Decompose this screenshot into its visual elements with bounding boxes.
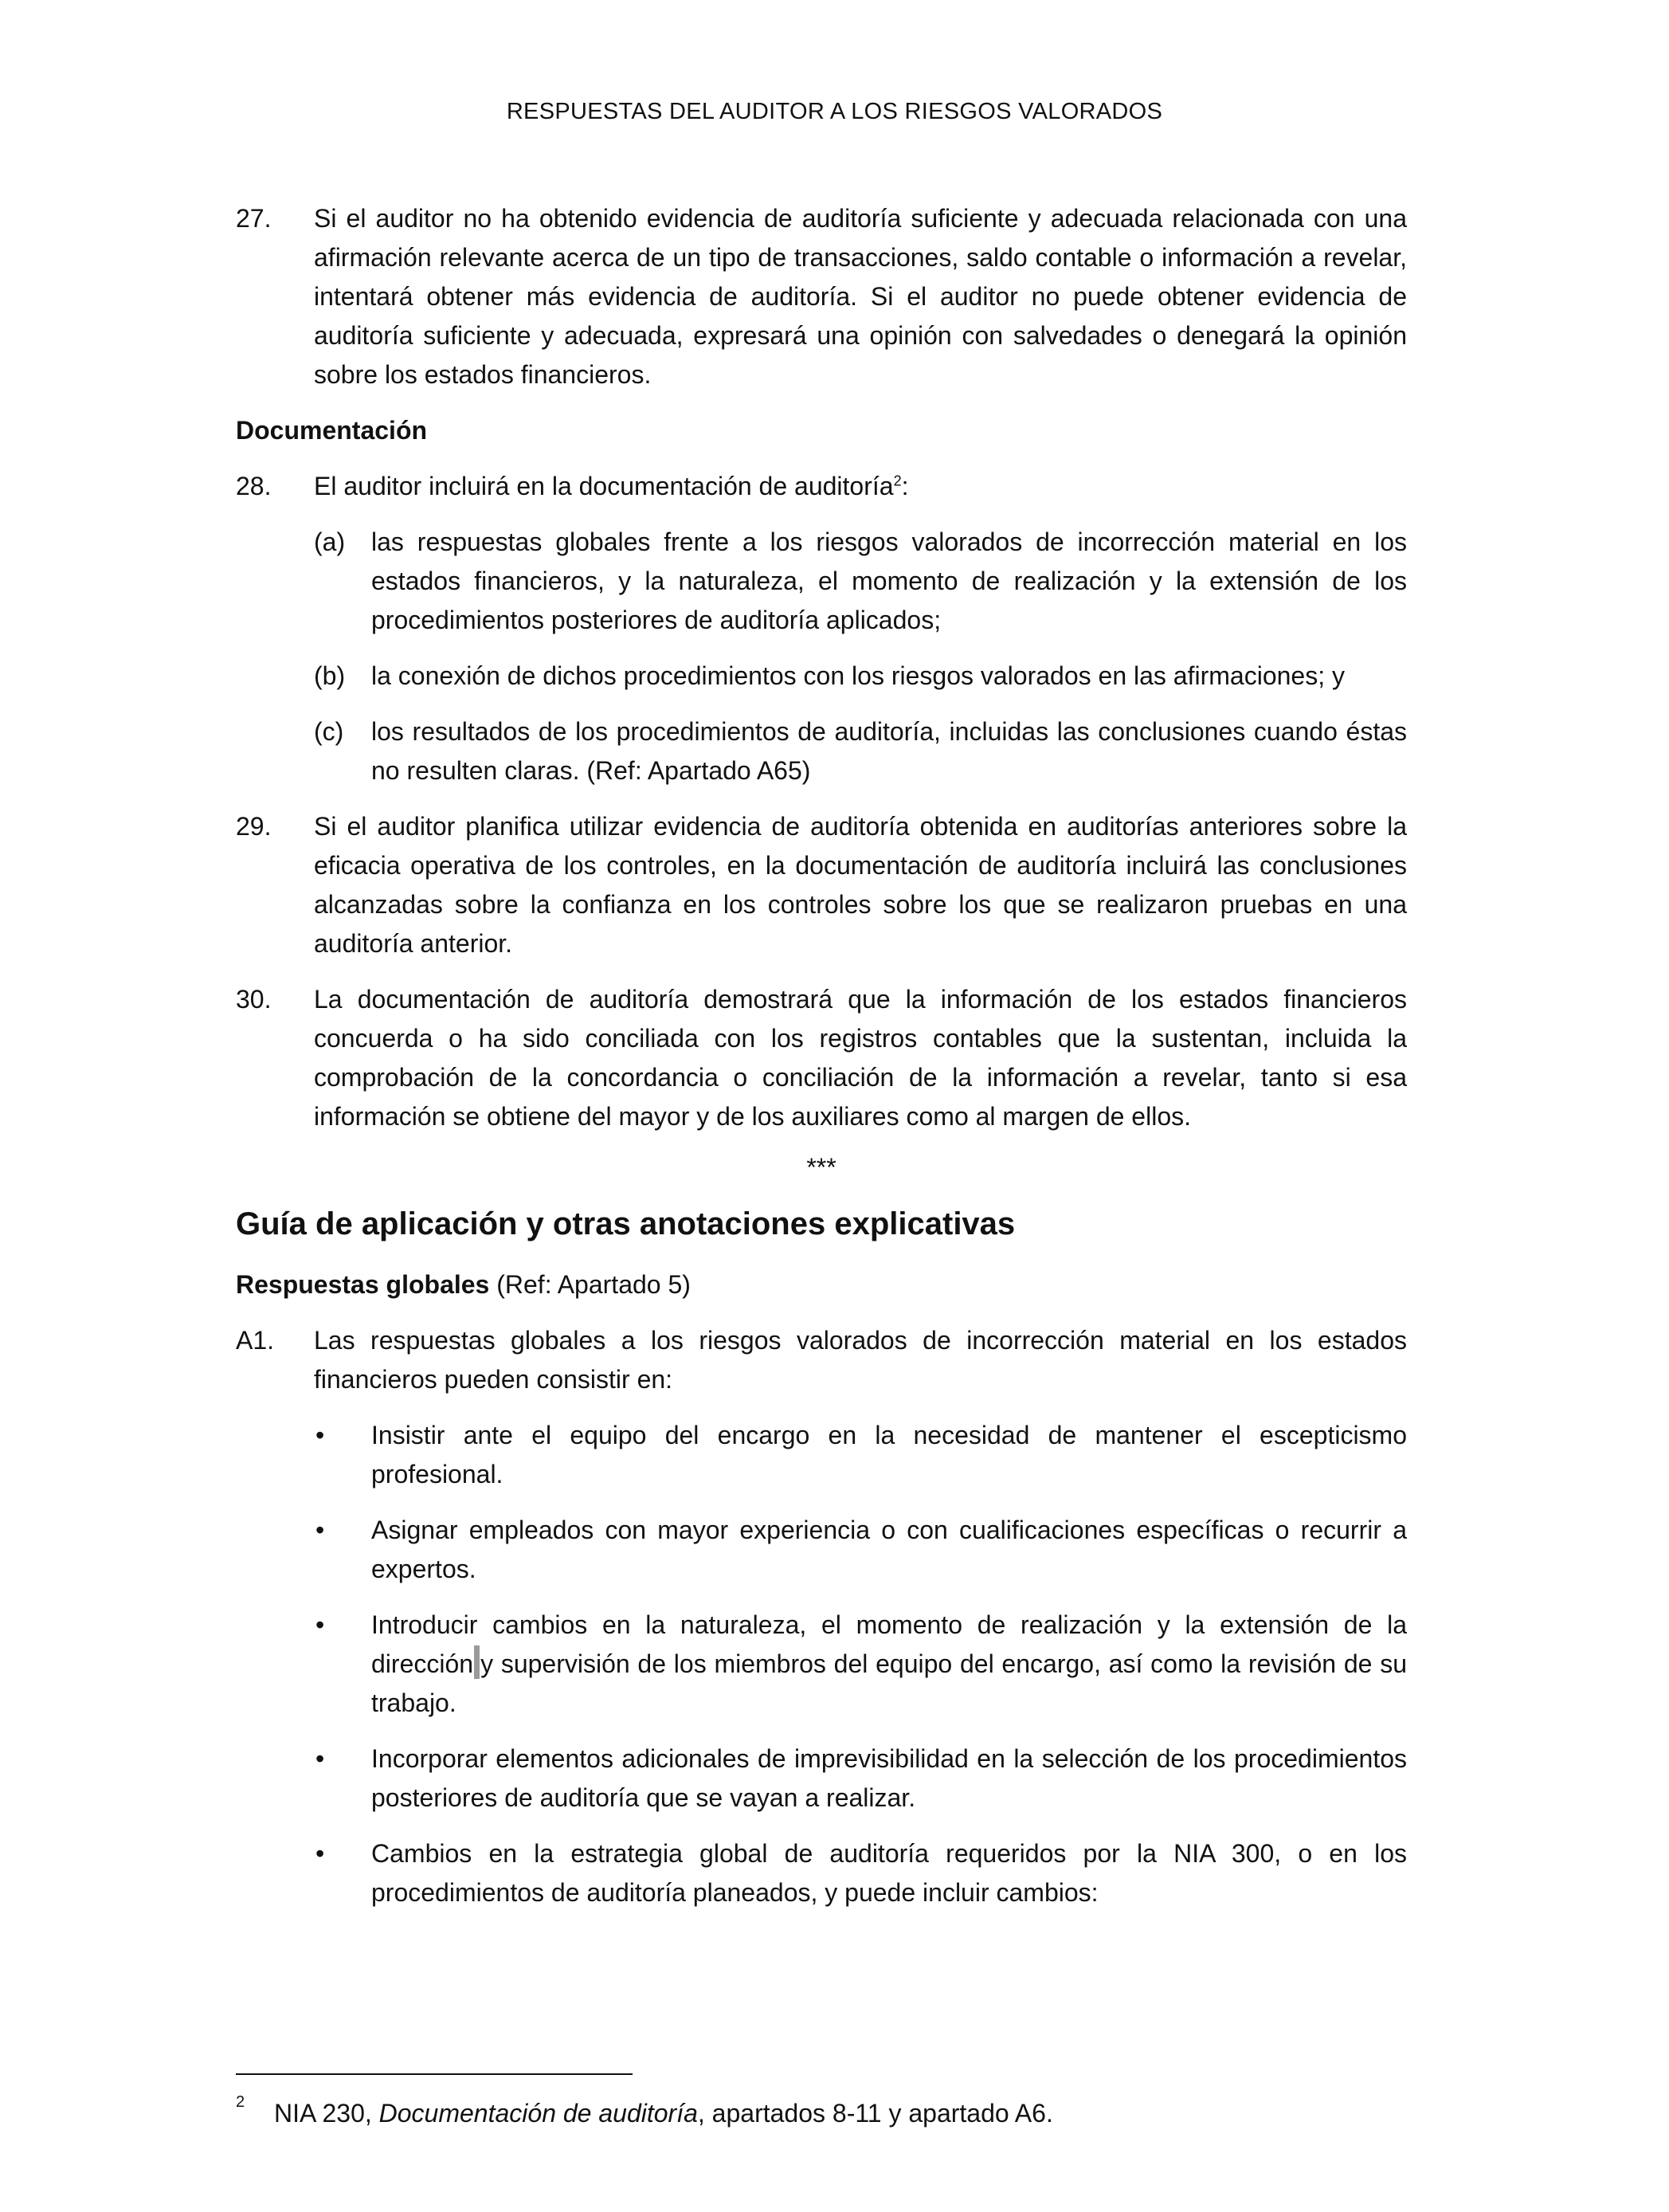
bullet-item xyxy=(236,1416,1407,1494)
subsection-reference: (Ref: Apartado 5) xyxy=(489,1270,691,1299)
paragraph-28 xyxy=(236,467,1407,506)
paragraph-text: Si el auditor planifica utilizar evidencia de auditoría obtenida en auditorías anteriores sobre la eficacia operativa de los controles, en la documentación de auditoría incluirá las conclusiones alcanzadas sobre la confianza en los controles sobre los que se realizaron pruebas en una auditoría anterior. xyxy=(314,812,1407,958)
bullet-marker: • xyxy=(315,1839,325,1868)
list-item-text: la conexión de dichos procedimientos con los riesgos valorados en las afirmaciones; y xyxy=(371,661,1345,690)
bullet-text: Incorporar elementos adicionales de imprevisibilidad en la selección de los procedimientos posteriores de auditoría que se vayan a realizar. xyxy=(371,1744,1407,1812)
page-body xyxy=(236,199,1407,1929)
footnote-divider xyxy=(236,2073,633,2075)
bullet-item xyxy=(236,1606,1407,1723)
bullet-text: Insistir ante el equipo del encargo en la necesidad de mantener el escepticismo profesional. xyxy=(371,1421,1407,1488)
paragraph-a1 xyxy=(236,1321,1407,1399)
paragraph-suffix: : xyxy=(901,472,909,500)
paragraph-number: 27. xyxy=(236,204,272,233)
list-item-label: (c) xyxy=(314,717,344,746)
section-separator: *** xyxy=(806,1153,836,1182)
bullet-marker: • xyxy=(315,1610,325,1639)
text-cursor-mark xyxy=(474,1645,480,1679)
list-item xyxy=(236,523,1407,640)
section-heading-documentacion: Documentación xyxy=(236,416,428,445)
list-item xyxy=(236,712,1407,790)
footnote-reference: 2 xyxy=(893,473,902,489)
paragraph-30 xyxy=(236,980,1407,1136)
footnote-text-start: NIA 230, xyxy=(274,2099,379,2128)
footnote-mark: 2 xyxy=(236,2093,245,2111)
bullet-text: Cambios en la estrategia global de auditoría requeridos por la NIA 300, o en los procedimientos de auditoría planeados, y puede incluir cambios: xyxy=(371,1839,1407,1907)
bullet-marker: • xyxy=(315,1516,325,1544)
bullet-text-end: y supervisión de los miembros del equipo del encargo, así como la revisión de su trabajo. xyxy=(371,1649,1407,1717)
paragraph-text: Las respuestas globales a los riesgos valorados de incorrección material en los estados financieros pueden consistir en: xyxy=(314,1326,1407,1394)
subsection-title: Respuestas globales xyxy=(236,1270,490,1299)
application-guide-heading: Guía de aplicación y otras anotaciones explicativas xyxy=(236,1206,1016,1241)
footnote-title: Documentación de auditoría xyxy=(378,2099,698,2128)
list-item-text: los resultados de los procedimientos de auditoría, incluidas las conclusiones cuando éstas no resulten claras. (Ref: Apartado A65) xyxy=(371,717,1407,785)
paragraph-29 xyxy=(236,807,1407,963)
paragraph-number: 29. xyxy=(236,812,272,841)
footnote-text-end: , apartados 8-11 y apartado A6. xyxy=(697,2099,1053,2128)
list-item xyxy=(236,657,1407,696)
list-item-label: (b) xyxy=(314,661,346,690)
footnote xyxy=(236,2094,1407,2133)
paragraph-number: A1. xyxy=(236,1326,275,1355)
paragraph-number: 30. xyxy=(236,985,272,1014)
paragraph-number: 28. xyxy=(236,472,272,500)
running-header: RESPUESTAS DEL AUDITOR A LOS RIESGOS VALORADOS xyxy=(506,99,1163,124)
bullet-item xyxy=(236,1739,1407,1818)
paragraph-text: Si el auditor no ha obtenido evidencia de auditoría suficiente y adecuada relacionada con una afirmación relevante acerca de un tipo de transacciones, saldo contable o información a revelar, intentará obtener más evidencia de auditoría. Si el auditor no puede obtener evidencia de auditoría suficiente y adecuada, expresará una opinión con salvedades o denegará la opinión sobre los estados financieros. xyxy=(314,204,1407,389)
list-item-label: (a) xyxy=(314,528,346,556)
list-item-text: las respuestas globales frente a los riesgos valorados de incorrección material en los estados financieros, y la naturaleza, el momento de realización y la extensión de los procedimientos posteriores de auditoría aplicados; xyxy=(371,528,1407,634)
bullet-item xyxy=(236,1834,1407,1912)
bullet-text-start: Introducir cambios en la naturaleza, el momento de realización y la extensión de la dirección xyxy=(371,1610,1407,1678)
paragraph-text: La documentación de auditoría demostrará que la información de los estados financieros concuerda o ha sido conciliada con los registros contables que la sustentan, incluida la comprobación de la concordancia o conciliación de la información a revelar, tanto si esa información se obtiene del mayor y de los auxiliares como al margen de ellos. xyxy=(314,985,1407,1131)
bullet-marker: • xyxy=(315,1421,325,1449)
bullet-item xyxy=(236,1511,1407,1589)
footnote-text xyxy=(236,2094,1407,2133)
subsection-heading xyxy=(236,1265,1407,1304)
paragraph-27 xyxy=(236,199,1407,394)
bullet-marker: • xyxy=(315,1744,325,1773)
bullet-text: Asignar empleados con mayor experiencia o con cualificaciones específicas o recurrir a expertos. xyxy=(371,1516,1407,1583)
paragraph-text: El auditor incluirá en la documentación de auditoría xyxy=(314,472,894,500)
